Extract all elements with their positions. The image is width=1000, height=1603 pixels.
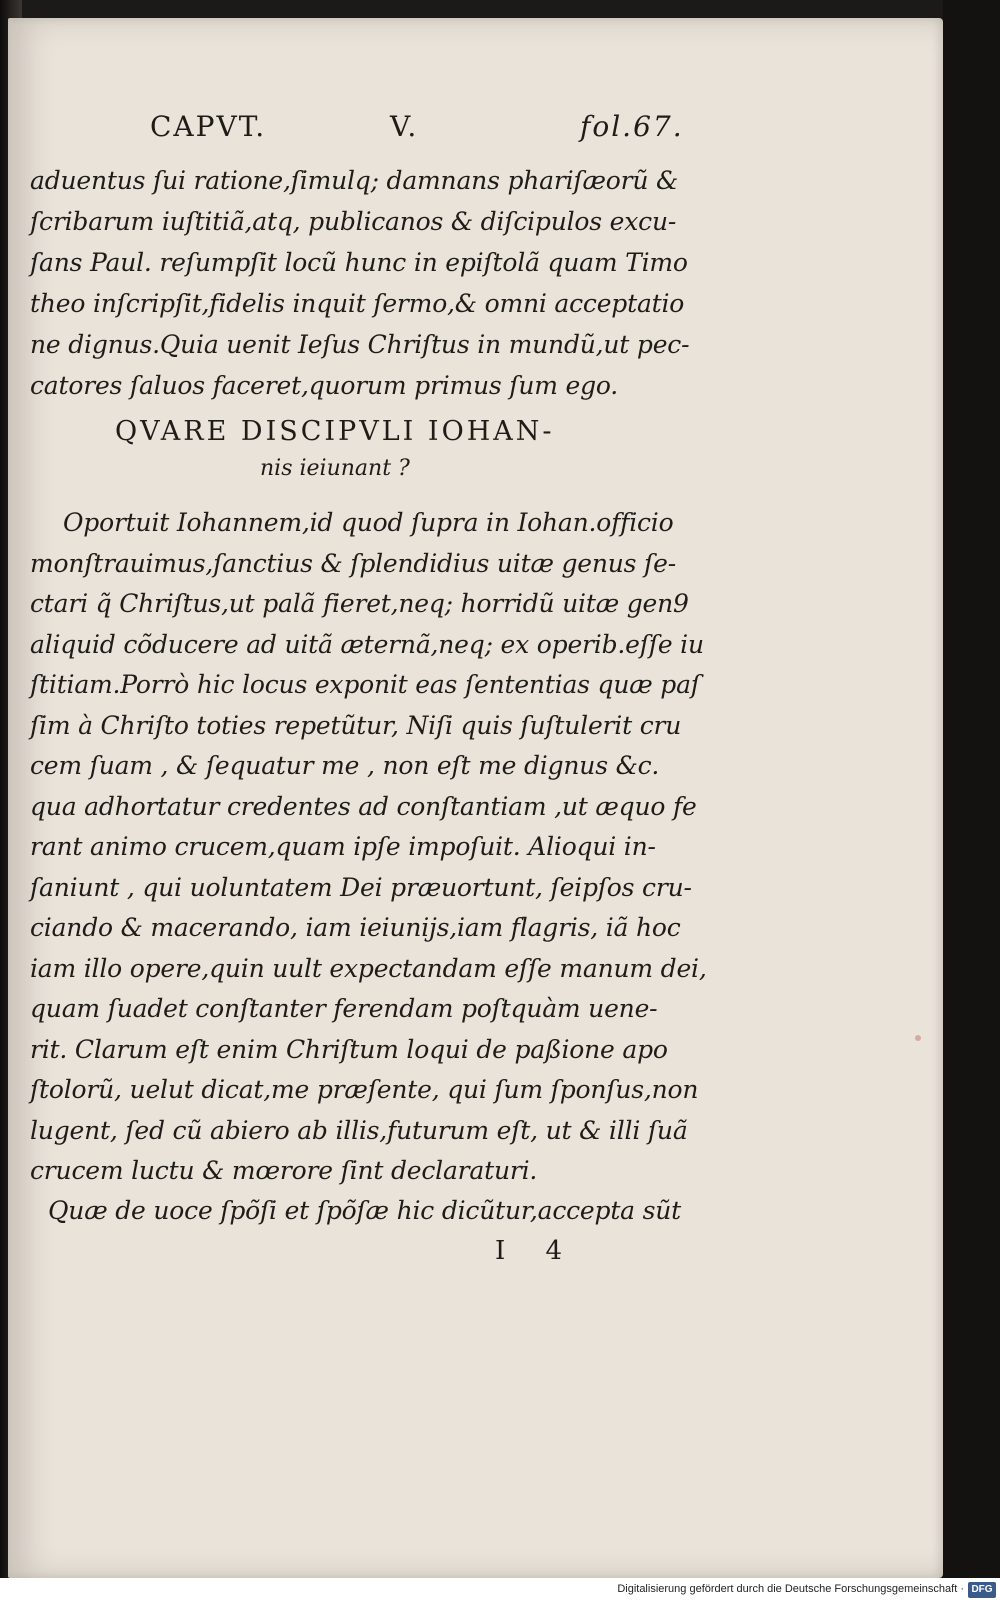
running-head — [140, 110, 685, 150]
running-head-folio: fol.67. — [580, 110, 684, 143]
section-heading-line2: nis ieiunant ? — [260, 456, 410, 481]
text-line: ciando & macerando, iam ieiunijs,iam flagris, iã hoc — [30, 913, 681, 942]
text-line: ctari q̃ Chriſtus,ut palã fieret,neq; horridũ uitæ gen9 — [30, 589, 689, 618]
text-line: ſtolorũ, uelut dicat,me præſente, qui ſum ſponſus,non — [30, 1075, 699, 1104]
text-line: cem ſuam , & ſequatur me , non eſt me dignus &c. — [30, 751, 660, 780]
text-line: ſans Paul. reſumpſit locũ hunc in epiſtolã quam Timo — [30, 248, 688, 277]
text-line: iam illo opere,quin uult expectandam eſſe manum dei, — [30, 953, 707, 983]
text-line: ne dignus.Quia uenit Ieſus Chriſtus in mundũ,ut pec- — [30, 330, 690, 359]
signature-mark: I 4 — [495, 1236, 579, 1266]
text-line: aliquid cõducere ad uitã æternã,neq; ex operib.eſſe iu — [30, 629, 704, 659]
catchline: Quæ de uoce ſpõſi et ſpõſæ hic dicũtur,accepta sũt — [48, 1196, 682, 1225]
text-line: monſtrauimus,ſanctius & ſplendidius uitæ genus ſe- — [30, 548, 676, 578]
text-line: ſcribarum iuſtitiã,atq, publicanos & diſcipulos excu- — [30, 207, 677, 236]
text-line: aduentus ſui ratione,ſimulq; damnans phariſæorũ & — [30, 166, 679, 195]
text-line: rant animo crucem,quam ipſe impoſuit. Alioqui in- — [30, 832, 656, 861]
scan-background-border — [943, 0, 1000, 1603]
text-line: theo inſcripſit,fidelis inquit ſermo,& omni acceptatio — [30, 289, 685, 318]
text-line: rit. Clarum eſt enim Chriſtum loqui de paßione apo — [30, 1034, 668, 1064]
digitization-footer — [0, 1578, 1000, 1603]
text-line: qua adhortatur credentes ad conſtantiam ,ut æquo fe — [30, 791, 697, 821]
text-block-top — [30, 160, 690, 406]
footer-credit-text: Digitalisierung gefördert durch die Deutsche Forschungsgemeinschaft · — [617, 1583, 964, 1595]
text-line: lugent, ſed cũ abiero ab illis,futurum eſt, ut & illi ſuã — [30, 1115, 688, 1145]
section-heading — [115, 412, 675, 486]
running-head-caput: CAPVT. — [150, 110, 267, 143]
text-block-main — [30, 503, 707, 1192]
ink-smudge — [915, 1035, 921, 1041]
text-line: ſtitiam.Porrò hic locus exponit eas ſententias quæ paſ — [30, 670, 700, 699]
text-line: ſaniunt , qui uoluntatem Dei præuortunt, ſeipſos cru- — [30, 872, 692, 902]
text-line: ſim à Chriſto toties repetũtur, Niſi quis ſuſtulerit cru — [30, 710, 682, 740]
dfg-logo-icon: DFG — [968, 1582, 996, 1598]
section-heading-line1: QVARE DISCIPVLI IOHAN- — [115, 416, 555, 447]
text-line: catores ſaluos faceret,quorum primus ſum ego. — [30, 371, 619, 400]
text-line: quam ſuadet conſtanter ferendam poſtquàm uene- — [30, 994, 658, 1023]
text-line: crucem luctu & mœrore ſint declaraturi. — [30, 1156, 538, 1185]
running-head-chapter: V. — [390, 110, 419, 143]
text-line: Oportuit Iohannem,id quod ſupra in Iohan.officio — [63, 508, 674, 537]
